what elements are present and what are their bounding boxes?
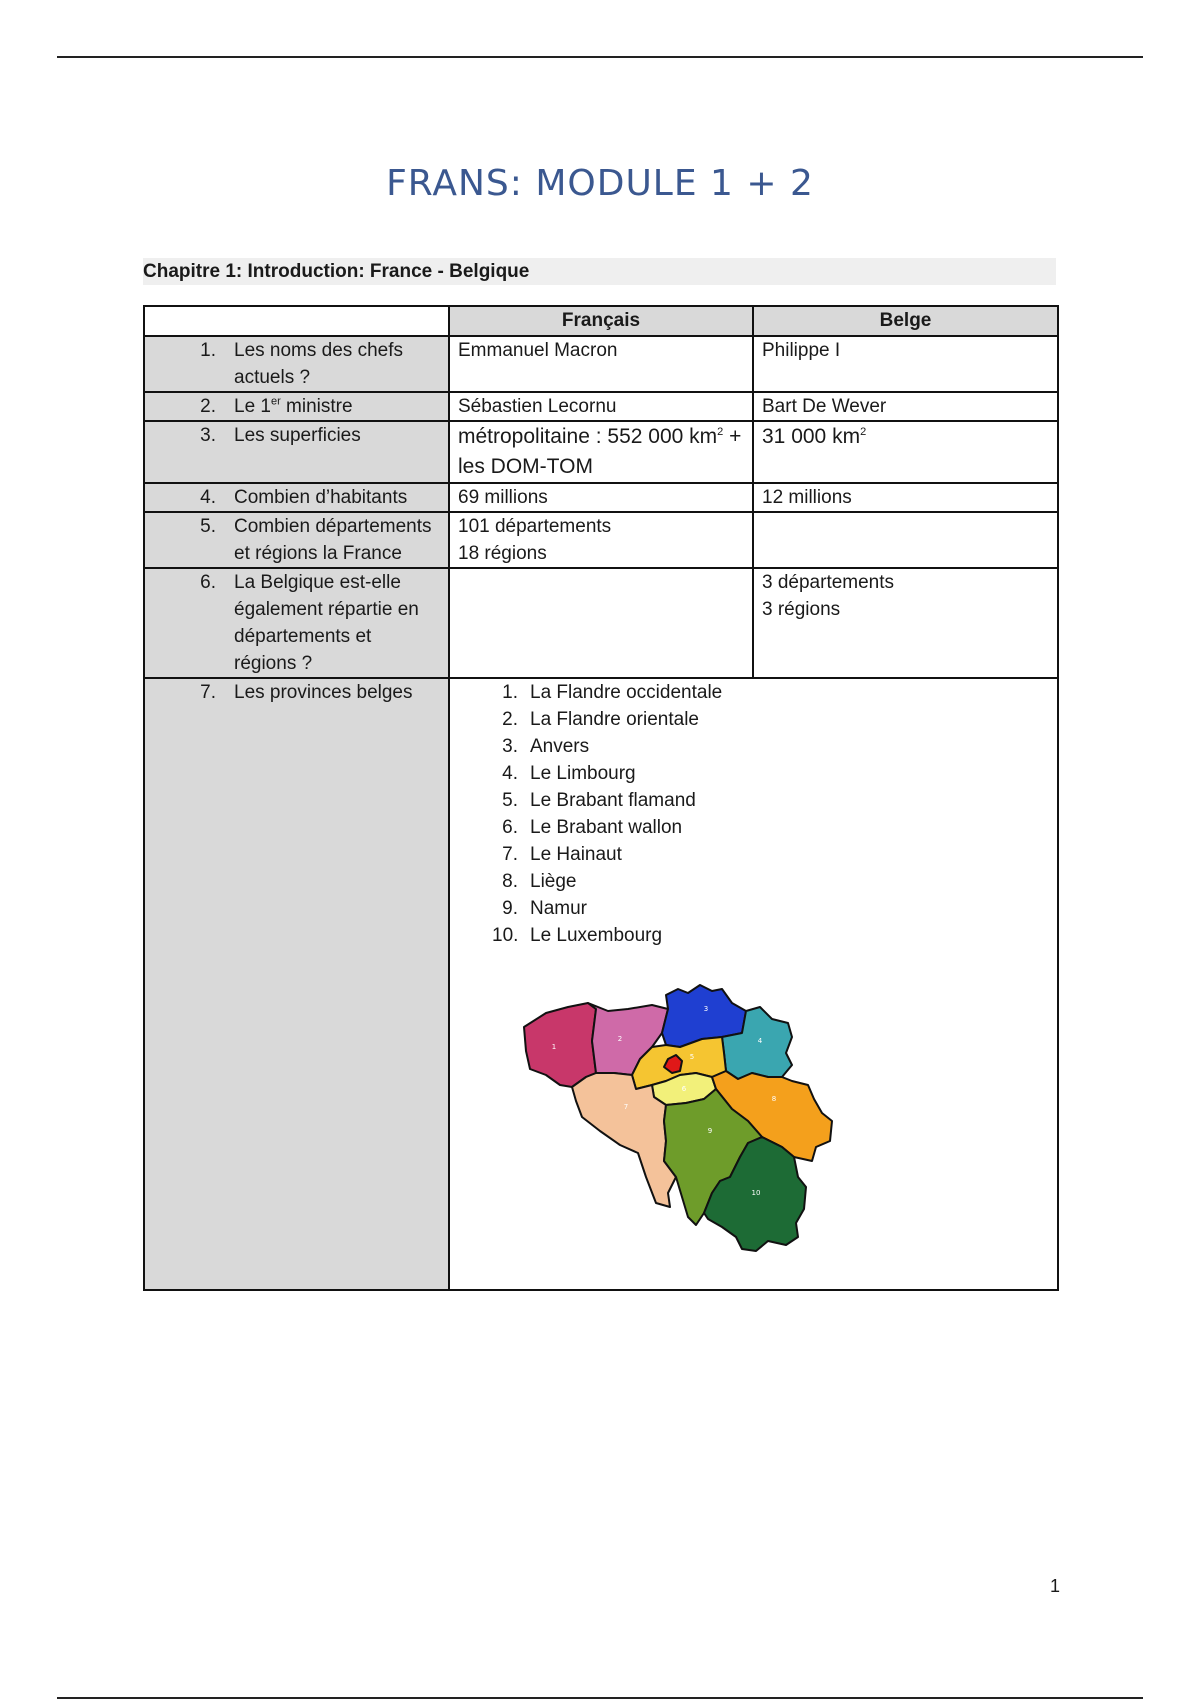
answer-fr: 101 départements 18 régions <box>449 512 753 568</box>
header-rule <box>57 56 1143 58</box>
question-cell <box>144 392 449 421</box>
map-label: 5 <box>689 1053 695 1061</box>
question-cell <box>144 336 449 392</box>
comparison-table <box>143 305 1059 1291</box>
question-text: Les provinces belges <box>234 682 413 703</box>
table-row <box>144 512 1058 568</box>
question-cell <box>144 678 449 1290</box>
chapter-heading: Chapitre 1: Introduction: France - Belgique <box>143 258 1056 285</box>
header-cell-francais: Français <box>449 306 753 336</box>
list-item: 6. Le Brabant wallon <box>502 817 683 838</box>
question-number: 1. <box>200 340 216 361</box>
table-row <box>144 392 1058 421</box>
map-label: 2 <box>617 1035 623 1043</box>
list-item: 10. Le Luxembourg <box>492 925 663 946</box>
answer-be: 31 000 $km^2$ <box>753 421 1058 483</box>
list-item: 8. Liège <box>502 871 577 892</box>
map-label: 6 <box>681 1085 687 1093</box>
answer-fr: Emmanuel Macron <box>449 336 753 392</box>
belgium-map <box>516 981 861 1271</box>
answer-be: 12 millions <box>753 483 1058 512</box>
question-number: 6. <box>200 572 216 593</box>
question-number: 3. <box>200 425 216 446</box>
answer-fr: métropolitaine : 552 000 $km^2$ + les DOM-TOM <box>449 421 753 483</box>
question-number: 2. <box>200 396 216 417</box>
question-cell <box>144 568 449 678</box>
question-cell <box>144 483 449 512</box>
list-item: 5. Le Brabant flamand <box>502 790 696 811</box>
list-item: 7. Le Hainaut <box>502 844 622 865</box>
question-text: La Belgique est-elle également répartie en départements et régions ? <box>234 572 419 674</box>
question-text: Combien départements et régions la France <box>234 516 432 564</box>
map-label: 8 <box>771 1095 777 1103</box>
answer-be: Philippe I <box>753 336 1058 392</box>
question-number: 7. <box>200 682 216 703</box>
question-cell <box>144 512 449 568</box>
question-number: 4. <box>200 487 216 508</box>
provinces-cell <box>449 678 1058 1290</box>
answer-be: Bart De Wever <box>753 392 1058 421</box>
list-item: 1. La Flandre occidentale <box>502 682 723 703</box>
map-label: 10 <box>751 1189 761 1197</box>
question-cell <box>144 421 449 483</box>
question-text: Le 1er ministre <box>234 395 353 417</box>
map-label: 3 <box>703 1005 709 1013</box>
question-text: Les superficies <box>234 425 361 446</box>
list-item: 3. Anvers <box>502 736 590 757</box>
list-item: 2. La Flandre orientale <box>502 709 699 730</box>
answer-fr <box>449 568 753 678</box>
header-cell-blank <box>144 306 449 336</box>
provinces-list <box>458 679 1049 949</box>
page-number: 1 <box>1049 1576 1060 1596</box>
list-item: 4. Le Limbourg <box>502 763 636 784</box>
table-row <box>144 483 1058 512</box>
answer-fr: 69 millions <box>449 483 753 512</box>
header-cell-belge: Belge <box>753 306 1058 336</box>
province-west-flanders <box>524 1003 596 1087</box>
map-label: 1 <box>551 1043 557 1051</box>
table-row <box>144 568 1058 678</box>
table-row <box>144 678 1058 1290</box>
answer-be <box>753 512 1058 568</box>
map-label: 7 <box>623 1103 629 1111</box>
table-header-row <box>144 306 1058 336</box>
page-title: FRANS: MODULE 1 + 2 <box>386 163 814 204</box>
answer-be: 3 départements 3 régions <box>753 568 1058 678</box>
map-label: 4 <box>757 1037 763 1045</box>
footer-rule <box>57 1697 1143 1699</box>
question-number: 5. <box>200 516 216 537</box>
map-label: 9 <box>707 1127 713 1135</box>
question-text: Les noms des chefs actuels ? <box>234 340 403 388</box>
table-row <box>144 421 1058 483</box>
question-text: Combien d’habitants <box>234 487 408 508</box>
list-item: 9. Namur <box>502 898 588 919</box>
answer-fr: Sébastien Lecornu <box>449 392 753 421</box>
table-row <box>144 336 1058 392</box>
